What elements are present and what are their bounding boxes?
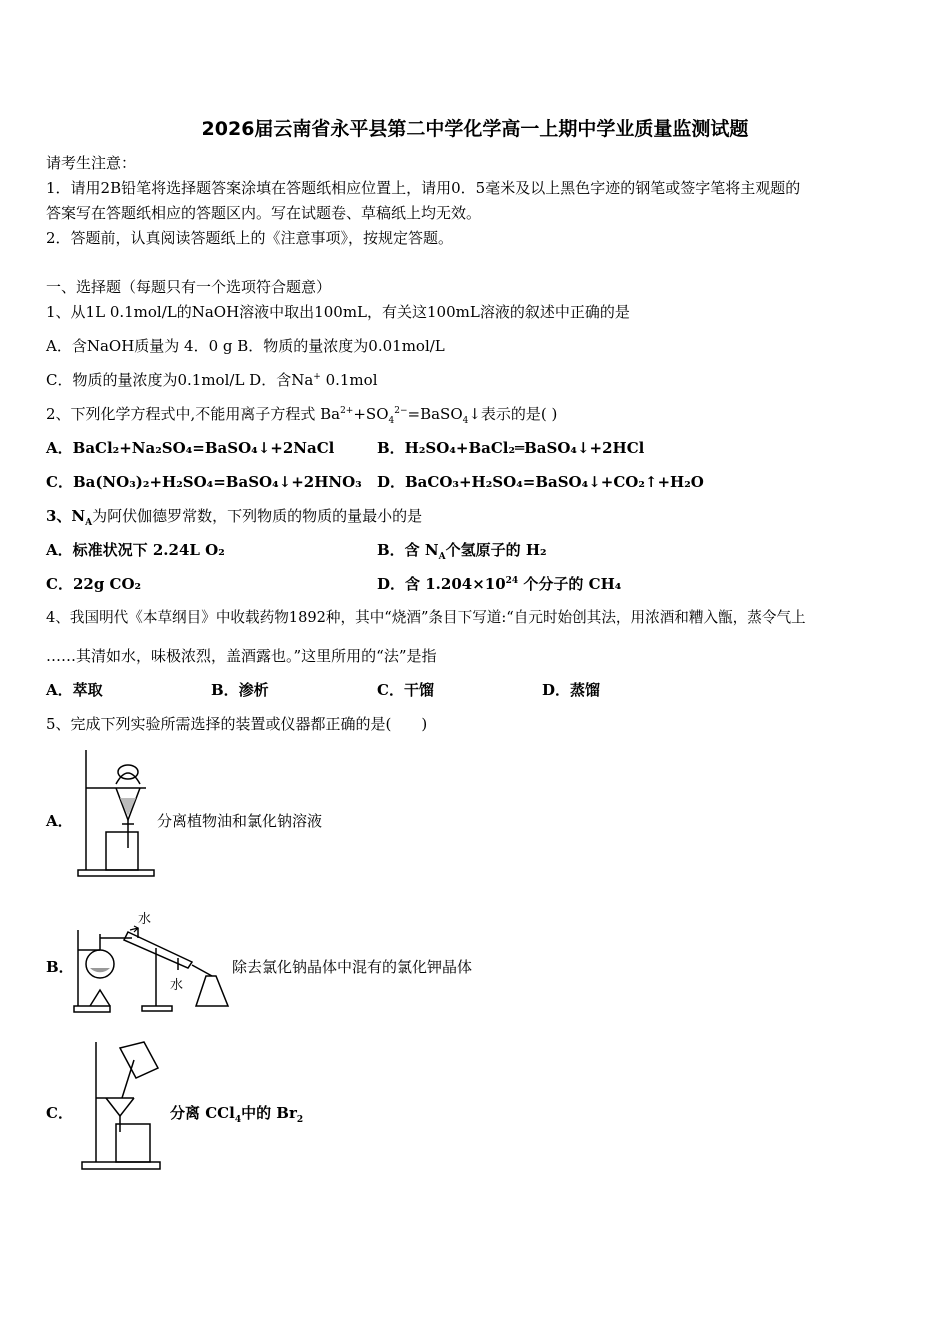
q2-stem-part: +SO <box>353 405 389 423</box>
q1-options-cd <box>46 370 378 390</box>
q5-option-c-text <box>170 1103 303 1123</box>
q2-stem-part: 2、下列化学方程式中,不能用离子方程式 Ba <box>46 405 341 423</box>
q5-c-sub: 4 <box>234 1115 242 1125</box>
q3-stem <box>46 506 422 526</box>
q4-stem-line-2: ……其清如水，味极浓烈，盖酒露也。”这里所用的“法”是指 <box>46 647 437 665</box>
distillation-apparatus-figure <box>72 910 232 1014</box>
q2-sub: 4 <box>462 416 469 426</box>
q4-stem-line-1: 4、我国明代《本草纲目》中收载药物1892种，其中“烧酒”条目下写道:“自元时始创其法，用浓酒和糟入甑，蒸令气上 <box>46 609 806 626</box>
q2-sub: 4 <box>388 416 395 426</box>
water-in-label-top: 水 <box>138 912 152 927</box>
filtration-figure <box>80 1040 164 1172</box>
q3-stem-part: 3、N <box>46 507 86 525</box>
separatory-funnel-figure <box>76 748 156 878</box>
q5-option-b-label: B． <box>46 958 74 976</box>
q3-stem-part: 为阿伏伽德罗常数，下列物质的物质的量最小的是 <box>92 507 423 525</box>
q5-option-c-label: C． <box>46 1104 73 1122</box>
q2-stem-part: ↓表示的是( ) <box>468 405 558 423</box>
q3-b-part: 个氢原子的 H₂ <box>445 541 547 559</box>
q4-option-b: B．渗析 <box>211 681 269 699</box>
q3-d-part: D．含 1.204×10 <box>377 575 506 593</box>
q4-option-c: C．干馏 <box>377 681 434 699</box>
q5-option-a-text: 分离植物油和氯化钠溶液 <box>157 812 323 830</box>
q1-options-ab: A．含NaOH质量为 4．0 g B．物质的量浓度为0.01mol/L <box>46 337 445 355</box>
q2-option-a: A．BaCl₂+Na₂SO₄=BaSO₄↓+2NaCl <box>46 439 335 457</box>
q3-sub: A <box>438 552 446 562</box>
q4-option-d: D．蒸馏 <box>542 681 601 699</box>
page-title: 2026届云南省永平县第二中学化学高一上期中学业质量监测试题 <box>201 118 749 140</box>
q2-stem <box>46 404 557 424</box>
q3-sup: 24 <box>505 576 519 586</box>
q1-stem: 1、从1L 0.1mol/L的NaOH溶液中取出100mL，有关这100mL溶液的叙述中正确的是 <box>46 303 630 321</box>
section-heading: 一、选择题（每题只有一个选项符合题意） <box>46 278 332 296</box>
q3-sub: A <box>85 518 93 528</box>
notice-heading: 请考生注意： <box>46 154 137 172</box>
q5-c-part: 中的 Br <box>241 1104 297 1122</box>
q3-option-a: A．标准状况下 2.24L O₂ <box>46 541 225 559</box>
q3-option-d <box>377 574 621 594</box>
q5-option-a-label: A． <box>46 812 73 830</box>
q1-option-d-tail: 0.1mol <box>320 371 378 389</box>
q1-option-c-text: C．物质的量浓度为0.1mol/L D．含Na <box>46 371 314 389</box>
q3-b-part: B．含 N <box>377 541 439 559</box>
q5-c-sub: 2 <box>296 1115 304 1125</box>
water-in-label-bottom: 水 <box>170 978 184 993</box>
q5-option-b-text: 除去氯化钠晶体中混有的氯化钾晶体 <box>232 958 473 976</box>
q2-option-c: C．Ba(NO₃)₂+H₂SO₄=BaSO₄↓+2HNO₃ <box>46 473 362 491</box>
notice-line-1: 1．请用2B铅笔将选择题答案涂填在答题纸相应位置上，请用0．5毫米及以上黑色字迹的钢笔或签字笔将主观题的 <box>46 179 801 197</box>
q3-d-part: 个分子的 CH₄ <box>518 575 622 593</box>
notice-line-2: 答案写在答题纸相应的答题区内。写在试题卷、草稿纸上均无效。 <box>46 204 482 222</box>
q1-sup: + <box>313 372 321 382</box>
q2-sup: 2− <box>394 406 408 416</box>
q5-stem: 5、完成下列实验所需选择的装置或仪器都正确的是( ) <box>46 715 428 733</box>
q3-option-c: C．22g CO₂ <box>46 575 142 593</box>
q5-c-part: 分离 CCl <box>170 1104 235 1122</box>
q2-stem-part: =BaSO <box>407 405 463 423</box>
q2-sup: 2+ <box>340 406 354 416</box>
q2-option-d: D．BaCO₃+H₂SO₄=BaSO₄↓+CO₂↑+H₂O <box>377 473 704 491</box>
q4-option-a: A．萃取 <box>46 681 103 699</box>
q2-option-b: B．H₂SO₄+BaCl₂═BaSO₄↓+2HCl <box>377 439 645 457</box>
notice-line-3: 2．答题前，认真阅读答题纸上的《注意事项》，按规定答题。 <box>46 229 454 247</box>
q3-option-b <box>377 540 547 560</box>
